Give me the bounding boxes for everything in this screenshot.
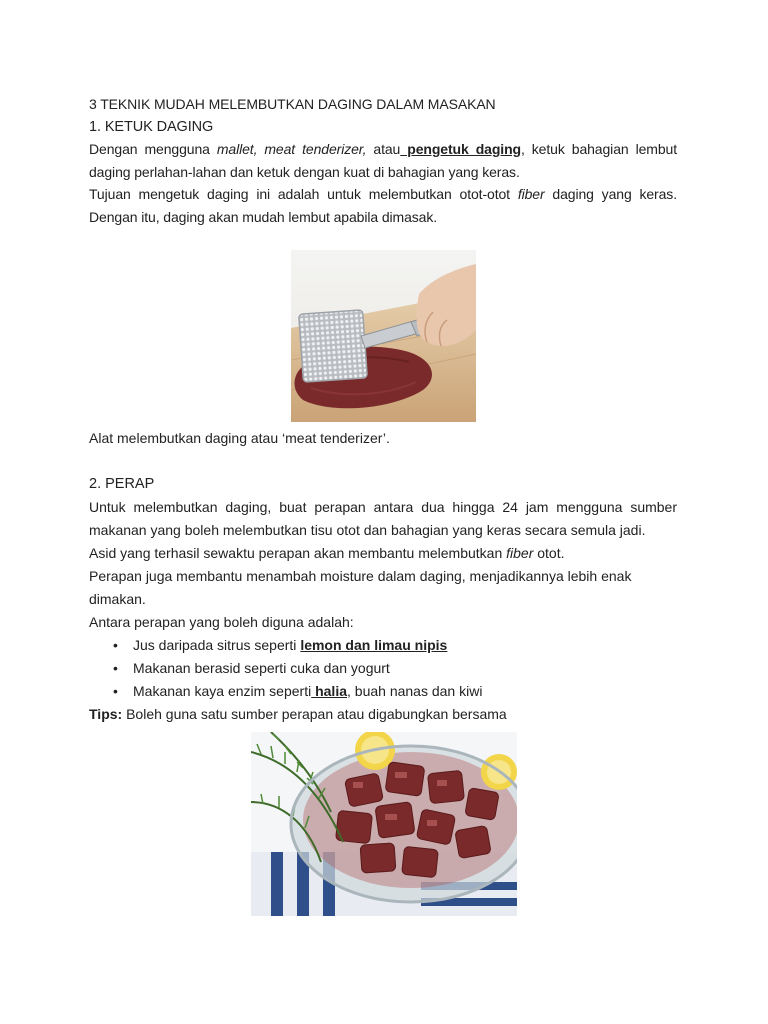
section-2-paragraph-3: Perapan juga membantu menambah moisture dalam daging, menjadikannya lebih enak dimakan. <box>89 568 632 607</box>
section-1-heading: 1. KETUK DAGING <box>89 118 214 135</box>
text-span: Asid yang terhasil sewaktu perapan akan membantu melembutkan <box>89 545 507 561</box>
italic-fiber: fiber <box>506 545 534 561</box>
text-span: daging yang keras. Dengan itu, daging akan mudah lembut apabila dimasak. <box>89 186 677 225</box>
page-title: 3 TEKNIK MUDAH MELEMBUTKAN DAGING DALAM MASAKAN <box>89 96 496 112</box>
text-span: Makanan kaya enzim seperti <box>133 683 312 699</box>
section-2-paragraph-4: Antara perapan yang boleh diguna adalah: <box>89 614 354 630</box>
text-span: , buah nanas dan kiwi <box>347 683 483 699</box>
list-item <box>113 634 677 657</box>
section-2-paragraph-2 <box>89 542 677 565</box>
meat-tenderizer-photo <box>291 250 476 422</box>
text-span: atau <box>366 141 401 157</box>
list-item <box>113 657 677 680</box>
section-1-paragraph-2 <box>89 183 677 228</box>
link-pengetuk-daging[interactable]: pengetuk daging <box>400 141 521 157</box>
marinated-meat-photo <box>251 732 517 916</box>
text-span: , ketuk bahagian lembut daging perlahan-lahan dan ketuk dengan kuat di bahagian yang keras. <box>89 141 677 180</box>
tips-text: Boleh guna satu sumber perapan atau digabungkan bersama <box>122 706 507 722</box>
tips-paragraph <box>89 703 677 726</box>
text-span: otot. <box>533 545 565 561</box>
bullet-icon: • <box>113 637 118 653</box>
meat-tenderizer-image <box>291 250 476 422</box>
list-item <box>113 680 677 703</box>
section-2-heading: 2. PERAP <box>89 476 155 492</box>
text-span: Makanan berasid seperti cuka dan yogurt <box>133 660 390 676</box>
bullet-icon: • <box>113 683 118 699</box>
document-body <box>89 93 677 228</box>
link-lemon-dan-limau-nipis[interactable]: lemon dan limau nipis <box>300 637 448 653</box>
section-2-paragraph-1: Untuk melembutkan daging, buat perapan antara dua hingga 24 jam mengguna sumber makanan yang boleh melembutkan tisu otot dan bahagian yang keras secara semula jadi. <box>89 499 677 538</box>
italic-terms: mallet, meat tenderizer, <box>216 141 367 157</box>
section-2 <box>89 473 677 726</box>
text-span: Dengan mengguna <box>89 141 217 157</box>
link-halia[interactable]: halia <box>311 683 347 699</box>
marinated-meat-image <box>251 732 517 916</box>
text-span: Jus daripada sitrus seperti <box>133 637 301 653</box>
marinade-list <box>89 634 677 703</box>
tips-label: Tips: <box>89 706 123 722</box>
section-1-paragraph-1 <box>89 138 677 183</box>
italic-fiber: fiber <box>517 186 545 202</box>
figure-caption: Alat melembutkan daging atau ‘meat tenderizer’. <box>89 430 390 446</box>
text-span: Tujuan mengetuk daging ini adalah untuk melembutkan otot-otot <box>89 186 518 202</box>
bullet-icon: • <box>113 660 118 676</box>
